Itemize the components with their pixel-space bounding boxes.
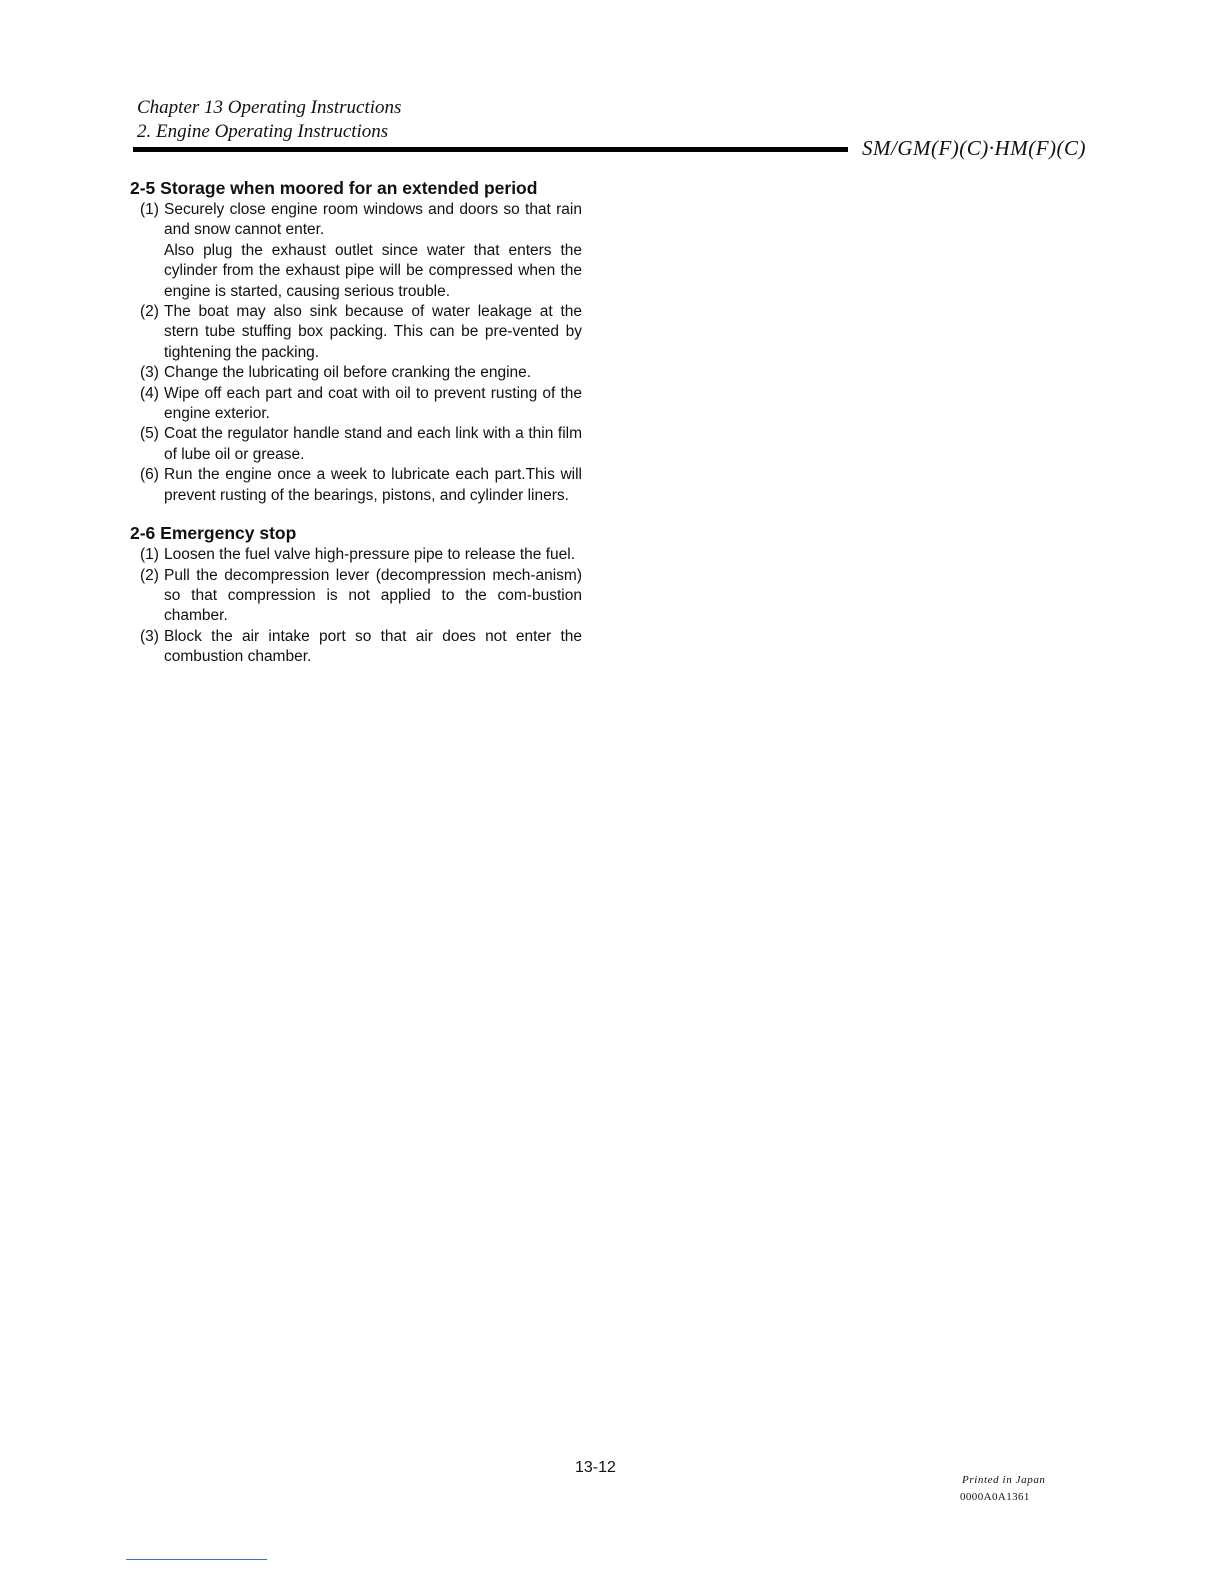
page-header: [137, 96, 401, 144]
list-item: [130, 384, 582, 425]
printed-in-label: Printed in Japan: [962, 1474, 1046, 1486]
item-number: (5): [140, 425, 159, 443]
section-title: 2-5 Storage when moored for an extended period: [130, 178, 538, 198]
list-item: [130, 363, 582, 383]
item-text: Pull the decompression lever (decompression mech-anism) so that compression is not applied to the com-bustion chamber.: [164, 566, 582, 625]
section-storage: [130, 177, 582, 506]
document-code: 0000A0A1361: [960, 1491, 1030, 1503]
item-number: (3): [140, 364, 159, 382]
item-text: Wipe off each part and coat with oil to prevent rusting of the engine exterior.: [164, 384, 582, 423]
item-number: (2): [140, 566, 159, 584]
section-heading: 2. Engine Operating Instructions: [137, 121, 389, 142]
list-item: [130, 424, 582, 465]
list-item: [130, 302, 582, 363]
section-title: 2-6 Emergency stop: [130, 523, 297, 544]
instruction-list: [130, 200, 582, 506]
list-item: [130, 627, 582, 668]
item-text: Loosen the fuel valve high-pressure pipe to release the fuel.: [164, 546, 576, 564]
list-item: [130, 465, 582, 506]
item-number: (2): [140, 303, 159, 321]
section-emergency-stop: [130, 522, 582, 667]
page-number: 13-12: [575, 1459, 616, 1476]
item-text: The boat may also sink because of water leakage at the stern tube stuffing box packing. This can be pre-vented by tightening the packing.: [164, 303, 582, 361]
item-number: (4): [140, 384, 159, 402]
list-item: [130, 200, 582, 302]
bottom-divider: [126, 1559, 267, 1560]
item-text: Change the lubricating oil before cranking the engine.: [164, 364, 532, 382]
item-number: (1): [140, 546, 159, 564]
item-number: (6): [140, 466, 159, 484]
chapter-title: Chapter 13 Operating Instructions: [137, 97, 402, 118]
instruction-list: [130, 545, 582, 667]
list-item: [130, 545, 582, 565]
item-text: Run the engine once a week to lubricate each part.This will prevent rusting of the bearings, pistons, and cylinder liners.: [164, 466, 582, 504]
header-rule: [133, 147, 848, 152]
main-content: [130, 177, 582, 668]
item-text-continued: Also plug the exhaust outlet since water that enters the cylinder from the exhaust pipe will be compressed when the engine is started, causing serious trouble.: [164, 241, 582, 300]
item-text: Securely close engine room windows and doors so that rain and snow cannot enter.: [164, 201, 582, 239]
item-text: Block the air intake port so that air does not enter the combustion chamber.: [164, 627, 582, 666]
item-number: (1): [140, 201, 159, 218]
item-number: (3): [140, 627, 159, 645]
item-text: Coat the regulator handle stand and each link with a thin film of lube oil or grease.: [164, 425, 582, 463]
model-code: SM/GM(F)(C)·HM(F)(C): [862, 136, 1087, 160]
list-item: [130, 566, 582, 627]
